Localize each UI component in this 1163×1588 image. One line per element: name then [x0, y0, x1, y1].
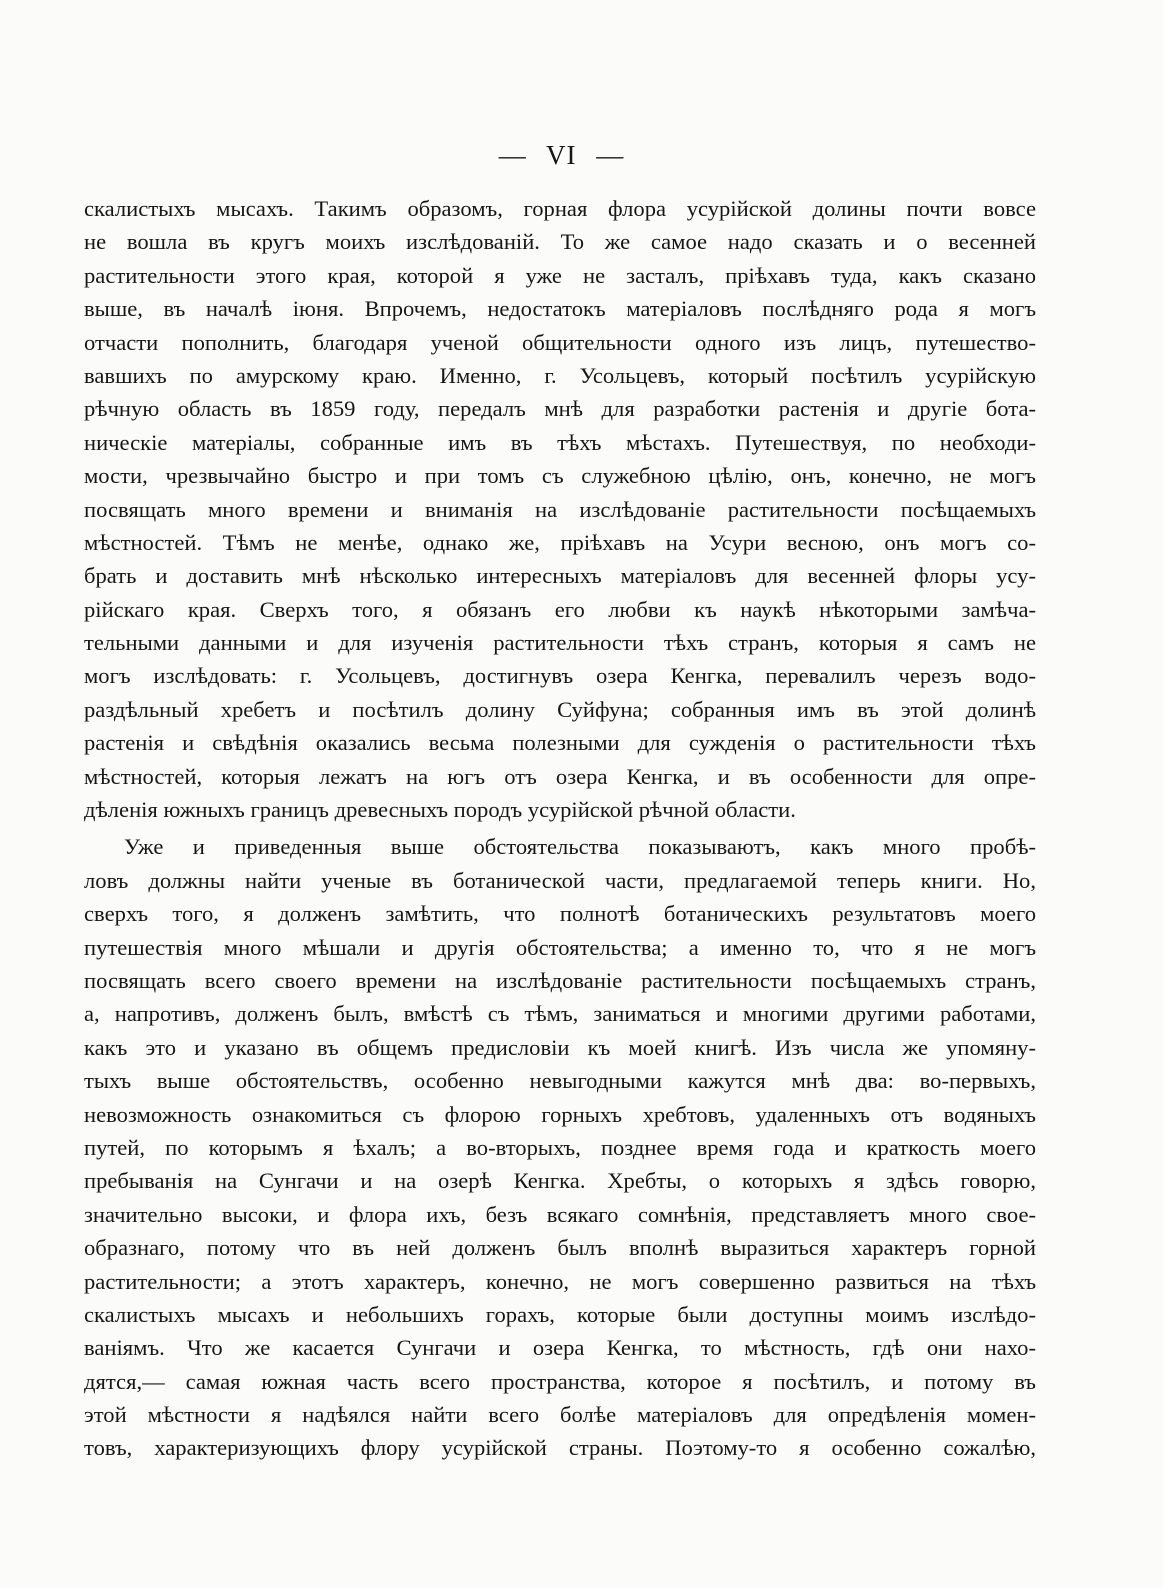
header-dash-right: —: [596, 140, 625, 170]
text-line: значительно высоки, и флора ихъ, безъ всякаго сомнѣнія, представляетъ много свое-: [84, 1201, 1036, 1227]
paragraph-1: [84, 192, 1036, 826]
text-line: растенія и свѣдѣнія оказались весьма полезными для сужденія о растительности тѣхъ: [84, 730, 1036, 756]
text-line: растительности; а этотъ характеръ, конечно, не могъ совершенно развиться на тѣхъ: [84, 1268, 1036, 1294]
text-line: какъ это и указано въ общемъ предисловіи къ моей книгѣ. Изъ числа же упомяну-: [84, 1034, 1036, 1060]
text-line: растительности этого края, которой я уже не засталъ, пріѣхавъ туда, какъ сказано: [84, 262, 1036, 288]
text-line: ловъ должны найти ученые въ ботанической части, предлагаемой теперь книги. Но,: [84, 867, 1036, 893]
text-line: сверхъ того, я долженъ замѣтить, что полнотѣ ботаническихъ результатовъ моего: [84, 901, 1036, 927]
text-line: раздѣльный хребетъ и посѣтилъ долину Суйфуна; собранныя имъ въ этой долинѣ: [84, 696, 1036, 722]
text-line: пребыванія на Сунгачи и на озерѣ Кенгка. Хребты, о которыхъ я здѣсь говорю,: [84, 1168, 1036, 1194]
text-line: этой мѣстности я надѣялся найти всего болѣе матеріаловъ для опредѣленія момен-: [84, 1402, 1036, 1428]
text-line: мѣстностей. Тѣмъ не менѣе, однако же, пріѣхавъ на Усури весною, онъ могъ со-: [84, 529, 1036, 555]
text-line: посвящать всего своего времени на изслѣдованіе растительности посѣщаемыхъ странъ,: [84, 967, 1036, 993]
text-line: брать и доставить мнѣ нѣсколько интересныхъ матеріаловъ для весенней флоры усу-: [84, 563, 1036, 589]
text-line: выше, въ началѣ іюня. Впрочемъ, недостатокъ матеріаловъ послѣдняго рода я могъ: [84, 296, 1036, 322]
text-line: скалистыхъ мысахъ. Такимъ образомъ, горная флора усурійской долины почти вовсе: [84, 196, 1036, 221]
body-text: [84, 192, 1036, 1465]
text-line: тельными данными и для изученія растительности тѣхъ странъ, которыя я самъ не: [84, 630, 1036, 656]
text-line: мости, чрезвычайно быстро и при томъ съ служебною цѣлію, онъ, конечно, не могъ: [84, 463, 1036, 489]
text-line: посвящать много времени и вниманія на изслѣдованіе растительности посѣщаемыхъ: [84, 496, 1036, 522]
paragraph-2: [84, 830, 1036, 1464]
text-line: товъ, характеризующихъ флору усурійской страны. Поэтому-то я особенно сожалѣю,: [84, 1435, 1036, 1461]
text-line: дятся,— самая южная часть всего пространства, которое я посѣтилъ, и потому въ: [84, 1368, 1036, 1394]
text-line: ническіе матеріалы, собранные имъ въ тѣхъ мѣстахъ. Путешествуя, по необходи-: [84, 429, 1036, 455]
text-line: ваніямъ. Что же касается Сунгачи и озера Кенгка, то мѣстность, гдѣ они нахо-: [84, 1335, 1036, 1361]
header-dash-left: —: [498, 140, 527, 170]
text-line: рійскаго края. Сверхъ того, я обязанъ его любви къ наукѣ нѣкоторыми замѣча-: [84, 596, 1036, 622]
text-line: рѣчную область въ 1859 году, передалъ мнѣ для разработки растенія и другіе бота-: [84, 396, 1036, 422]
text-line: отчасти пополнить, благодаря ученой общительности одного изъ лицъ, путешество-: [84, 329, 1036, 355]
text-line: невозможность ознакомиться съ флорою горныхъ хребтовъ, удаленныхъ отъ водяныхъ: [84, 1101, 1036, 1127]
text-line: мѣстностей, которыя лежатъ на югъ отъ озера Кенгка, и въ особенности для опре-: [84, 763, 1036, 789]
text-line: путей, по которымъ я ѣхалъ; а во-вторыхъ, позднее время года и краткость моего: [84, 1134, 1036, 1160]
text-line: вавшихъ по амурскому краю. Именно, г. Усольцевъ, который посѣтилъ усурійскую: [84, 362, 1036, 388]
text-line: тыхъ выше обстоятельствъ, особенно невыгодными кажутся мнѣ два: во-первыхъ,: [84, 1068, 1036, 1094]
text-line: образнаго, потому что въ ней долженъ былъ вполнѣ выразиться характеръ горной: [84, 1235, 1036, 1261]
text-line: не вошла въ кругъ моихъ изслѣдованій. То же самое надо сказать и о весенней: [84, 229, 1036, 255]
text-line: путешествія много мѣшали и другія обстоятельства; а именно то, что я не могъ: [84, 934, 1036, 960]
page-number: VI: [546, 140, 577, 170]
text-line: дѣленія южныхъ границъ древесныхъ породъ усурійской рѣчной области.: [84, 797, 796, 823]
text-line: могъ изслѣдовать: г. Усольцевъ, достигнувъ озера Кенгка, перевалилъ черезъ водо-: [84, 663, 1036, 689]
page-header: [0, 140, 1123, 171]
text-line: скалистыхъ мысахъ и небольшихъ горахъ, которые были доступны моимъ изслѣдо-: [84, 1301, 1036, 1327]
text-line: а, напротивъ, долженъ былъ, вмѣстѣ съ тѣмъ, заниматься и многими другими работами,: [84, 1001, 1036, 1027]
text-line: Уже и приведенныя выше обстоятельства показываютъ, какъ много пробѣ-: [124, 834, 1036, 860]
